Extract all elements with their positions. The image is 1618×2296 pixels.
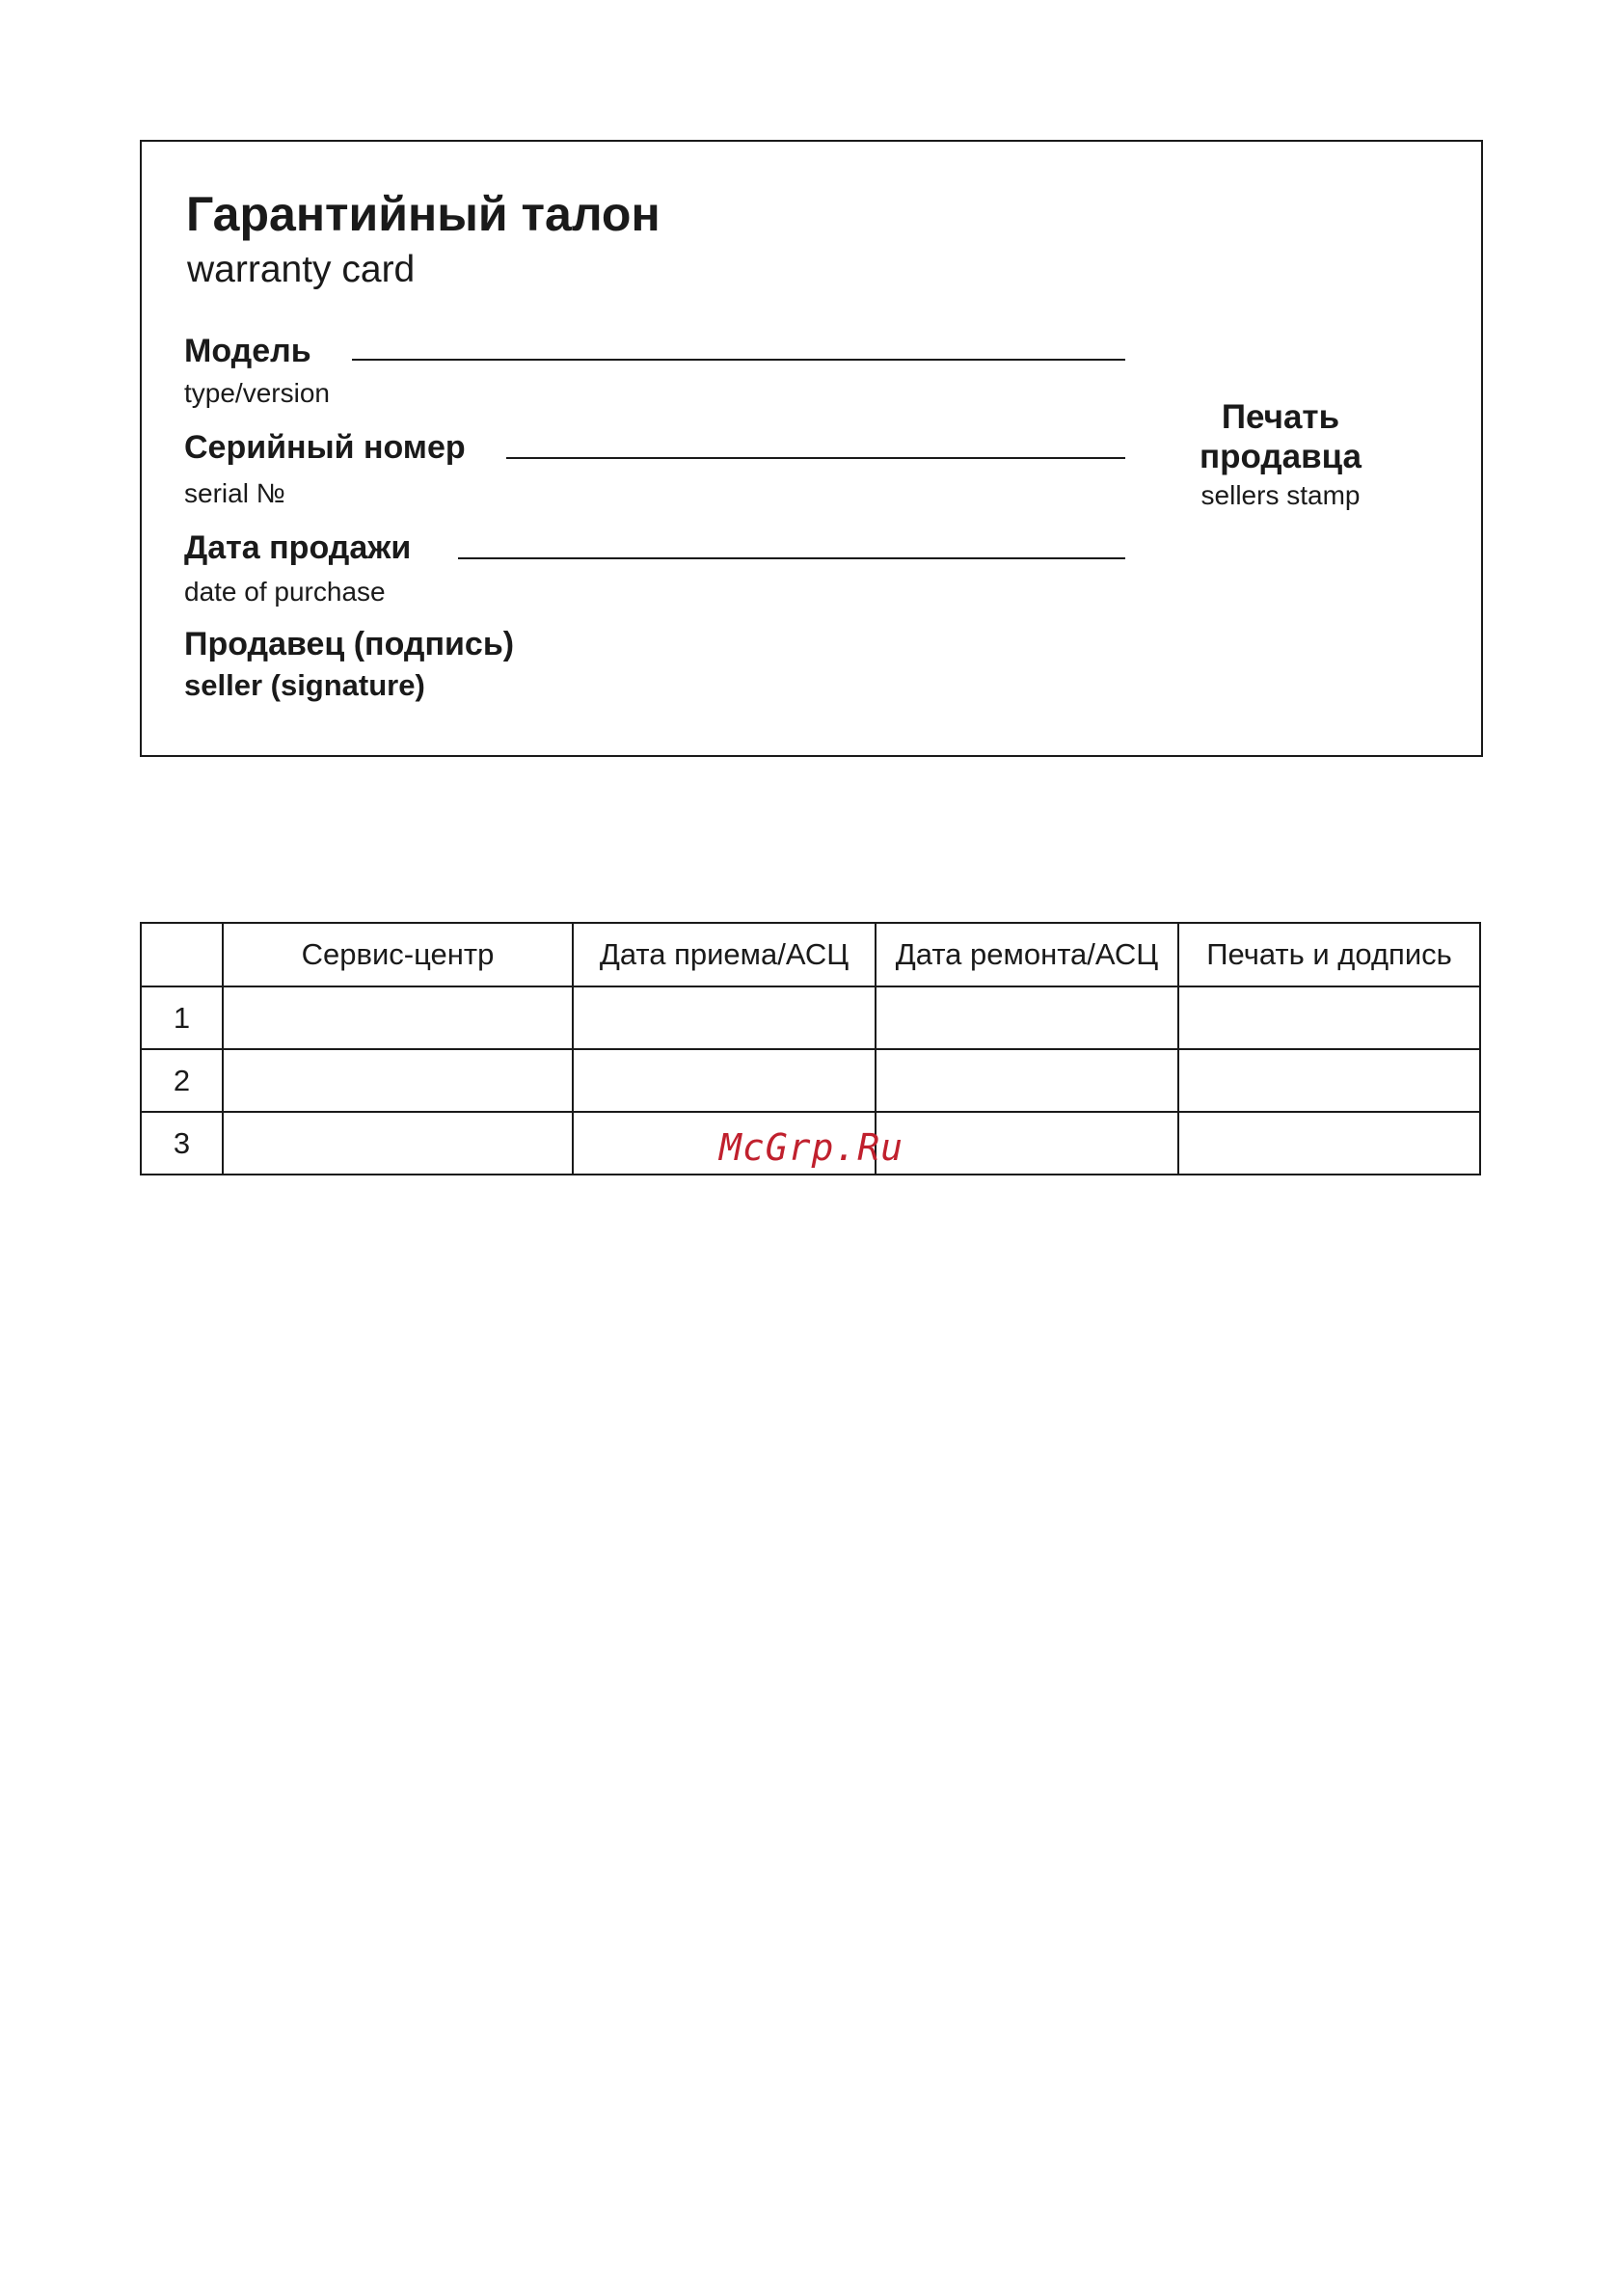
field-serial-sub: serial № [184, 478, 285, 508]
cell-repair-date[interactable] [876, 986, 1178, 1049]
header-number [141, 923, 223, 986]
field-seller-label: Продавец (подпись) [184, 626, 515, 662]
field-seller-sub: seller (signature) [184, 668, 425, 702]
field-date-line[interactable] [458, 557, 1125, 559]
cell-service-center[interactable] [223, 1049, 573, 1112]
field-serial-line[interactable] [506, 457, 1125, 459]
cell-stamp-signature[interactable] [1178, 986, 1480, 1049]
watermark-text: McGrp.Ru [719, 1126, 904, 1169]
cell-stamp-signature[interactable] [1178, 1112, 1480, 1175]
header-receipt-date: Дата приема/АСЦ [573, 923, 876, 986]
field-model-line[interactable] [352, 359, 1125, 361]
cell-receipt-date[interactable] [573, 986, 876, 1049]
cell-receipt-date[interactable] [573, 1049, 876, 1112]
header-service-center: Сервис-центр [223, 923, 573, 986]
card-title: Гарантийный талон [186, 187, 661, 241]
field-date-sub: date of purchase [184, 577, 386, 607]
table-header-row [141, 923, 1480, 986]
header-repair-date: Дата ремонта/АСЦ [876, 923, 1178, 986]
row-number: 1 [141, 986, 223, 1049]
header-stamp-signature: Печать и додпись [1178, 923, 1480, 986]
table-row [141, 1049, 1480, 1112]
table-row [141, 986, 1480, 1049]
cell-service-center[interactable] [223, 1112, 573, 1175]
field-model-sub: type/version [184, 378, 330, 408]
cell-stamp-signature[interactable] [1178, 1049, 1480, 1112]
seller-stamp-area [1154, 397, 1407, 513]
warranty-card [140, 140, 1483, 757]
field-date-label: Дата продажи [184, 529, 412, 566]
cell-repair-date[interactable] [876, 1049, 1178, 1112]
cell-repair-date[interactable] [876, 1112, 1178, 1175]
row-number: 3 [141, 1112, 223, 1175]
card-subtitle: warranty card [187, 249, 416, 290]
field-serial-label: Серийный номер [184, 429, 466, 466]
stamp-label-line1: Печать [1221, 398, 1340, 436]
stamp-label-line2: продавца [1199, 438, 1362, 475]
stamp-sub-label: sellers stamp [1200, 480, 1361, 510]
field-model-label: Модель [184, 333, 311, 369]
cell-service-center[interactable] [223, 986, 573, 1049]
row-number: 2 [141, 1049, 223, 1112]
